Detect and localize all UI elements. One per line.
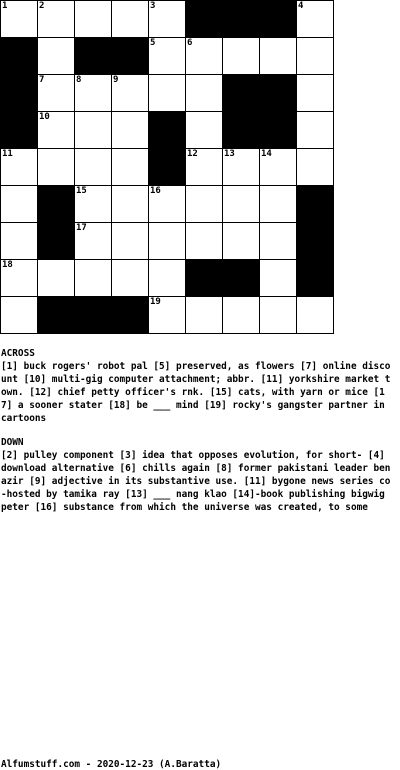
clue-number: 14 (261, 149, 272, 159)
grid-cell[interactable] (186, 112, 223, 149)
grid-cell[interactable] (149, 38, 186, 75)
clue-number: 18 (2, 260, 13, 270)
black-square (186, 260, 223, 297)
grid-cell[interactable] (38, 1, 75, 38)
black-square (38, 297, 75, 334)
grid-cell[interactable] (1, 297, 38, 334)
grid-cell[interactable] (38, 112, 75, 149)
grid-cell[interactable] (149, 260, 186, 297)
grid-cell[interactable] (260, 149, 297, 186)
black-square (260, 75, 297, 112)
clue-number: 19 (150, 297, 161, 307)
black-square (186, 1, 223, 38)
clue-number: 5 (150, 38, 156, 48)
grid-cell[interactable] (297, 38, 334, 75)
grid-cell[interactable] (223, 297, 260, 334)
clue-number: 1 (2, 1, 8, 11)
grid-cell[interactable] (186, 186, 223, 223)
grid-cell[interactable] (149, 223, 186, 260)
grid-cell[interactable] (260, 223, 297, 260)
grid-cell[interactable] (112, 112, 149, 149)
grid-cell[interactable] (75, 75, 112, 112)
grid-cell[interactable] (149, 297, 186, 334)
grid-cell[interactable] (112, 1, 149, 38)
grid-cell[interactable] (297, 297, 334, 334)
black-square (112, 297, 149, 334)
grid-cell[interactable] (260, 38, 297, 75)
grid-cell[interactable] (149, 75, 186, 112)
grid-cell[interactable] (38, 38, 75, 75)
clue-number: 8 (76, 75, 82, 85)
across-heading: ACROSS (1, 348, 35, 359)
black-square (223, 260, 260, 297)
grid-cell[interactable] (1, 1, 38, 38)
grid-cell[interactable] (38, 75, 75, 112)
black-square (297, 260, 334, 297)
clue-number: 3 (150, 1, 156, 11)
grid-cell[interactable] (1, 186, 38, 223)
grid-cell[interactable] (149, 1, 186, 38)
grid-cell[interactable] (297, 149, 334, 186)
grid-cell[interactable] (75, 260, 112, 297)
grid-cell[interactable] (112, 223, 149, 260)
clue-number: 11 (2, 149, 13, 159)
black-square (112, 38, 149, 75)
clue-number: 4 (298, 1, 304, 11)
crossword-grid (0, 0, 334, 334)
grid-cell[interactable] (186, 223, 223, 260)
grid-cell[interactable] (1, 223, 38, 260)
grid-cell[interactable] (223, 149, 260, 186)
black-square (223, 75, 260, 112)
clue-number: 13 (224, 149, 235, 159)
grid-cell[interactable] (75, 186, 112, 223)
clue-number: 6 (187, 38, 193, 48)
black-square (1, 38, 38, 75)
black-square (38, 223, 75, 260)
grid-cell[interactable] (297, 75, 334, 112)
grid-cell[interactable] (112, 186, 149, 223)
black-square (149, 112, 186, 149)
grid-cell[interactable] (223, 223, 260, 260)
black-square (75, 38, 112, 75)
black-square (38, 186, 75, 223)
grid-cell[interactable] (149, 186, 186, 223)
grid-cell[interactable] (186, 149, 223, 186)
clue-number: 17 (76, 223, 87, 233)
grid-cell[interactable] (75, 1, 112, 38)
down-heading: DOWN (1, 437, 24, 448)
across-clues (1, 347, 393, 425)
grid-cell[interactable] (1, 149, 38, 186)
down-clue-text: [2] pulley component [3] idea that opposes evolution, for short- [4] download alternative [6] chills again [8] former pakistani leader benazir [9] adjective in its substantive use. [11] bygone news series co-hosted by tamika ray [13] ___ nang klao [14]-book publishing bigwig peter [16] substance from which the universe was created, to some (1, 450, 391, 513)
black-square (149, 149, 186, 186)
grid-cell[interactable] (260, 297, 297, 334)
grid-cell[interactable] (38, 149, 75, 186)
black-square (297, 186, 334, 223)
grid-cell[interactable] (186, 38, 223, 75)
grid-cell[interactable] (75, 112, 112, 149)
grid-cell[interactable] (38, 260, 75, 297)
clue-number: 7 (39, 75, 45, 85)
clue-number: 12 (187, 149, 198, 159)
black-square (223, 1, 260, 38)
clue-number: 16 (150, 186, 161, 196)
footer-credit: Alfumstuff.com - 2020-12-23 (A.Baratta) (1, 759, 222, 770)
black-square (223, 112, 260, 149)
grid-cell[interactable] (1, 260, 38, 297)
grid-cell[interactable] (297, 112, 334, 149)
black-square (75, 297, 112, 334)
grid-cell[interactable] (186, 75, 223, 112)
grid-cell[interactable] (75, 149, 112, 186)
black-square (1, 75, 38, 112)
clue-number: 15 (76, 186, 87, 196)
clue-number: 10 (39, 112, 50, 122)
across-clue-text: [1] buck rogers' robot pal [5] preserved, as flowers [7] online discount [10] multi-gig computer attachment; abbr. [11] yorkshire market town. [12] chief petty officer's rnk. [15] cats, with yarn or mice [17] a sooner stater [18] be ___ mind [19] rocky's gangster partner in cartoons (1, 361, 391, 424)
grid-cell[interactable] (112, 260, 149, 297)
grid-cell[interactable] (260, 260, 297, 297)
black-square (297, 223, 334, 260)
grid-cell[interactable] (186, 297, 223, 334)
grid-cell[interactable] (112, 149, 149, 186)
clue-number: 2 (39, 1, 45, 11)
down-clues (1, 436, 393, 514)
grid-cell[interactable] (112, 75, 149, 112)
grid-cell[interactable] (260, 186, 297, 223)
black-square (260, 112, 297, 149)
black-square (260, 1, 297, 38)
grid-cell[interactable] (297, 1, 334, 38)
grid-cell[interactable] (75, 223, 112, 260)
black-square (1, 112, 38, 149)
clue-number: 9 (113, 75, 119, 85)
grid-cell[interactable] (223, 186, 260, 223)
grid-cell[interactable] (223, 38, 260, 75)
